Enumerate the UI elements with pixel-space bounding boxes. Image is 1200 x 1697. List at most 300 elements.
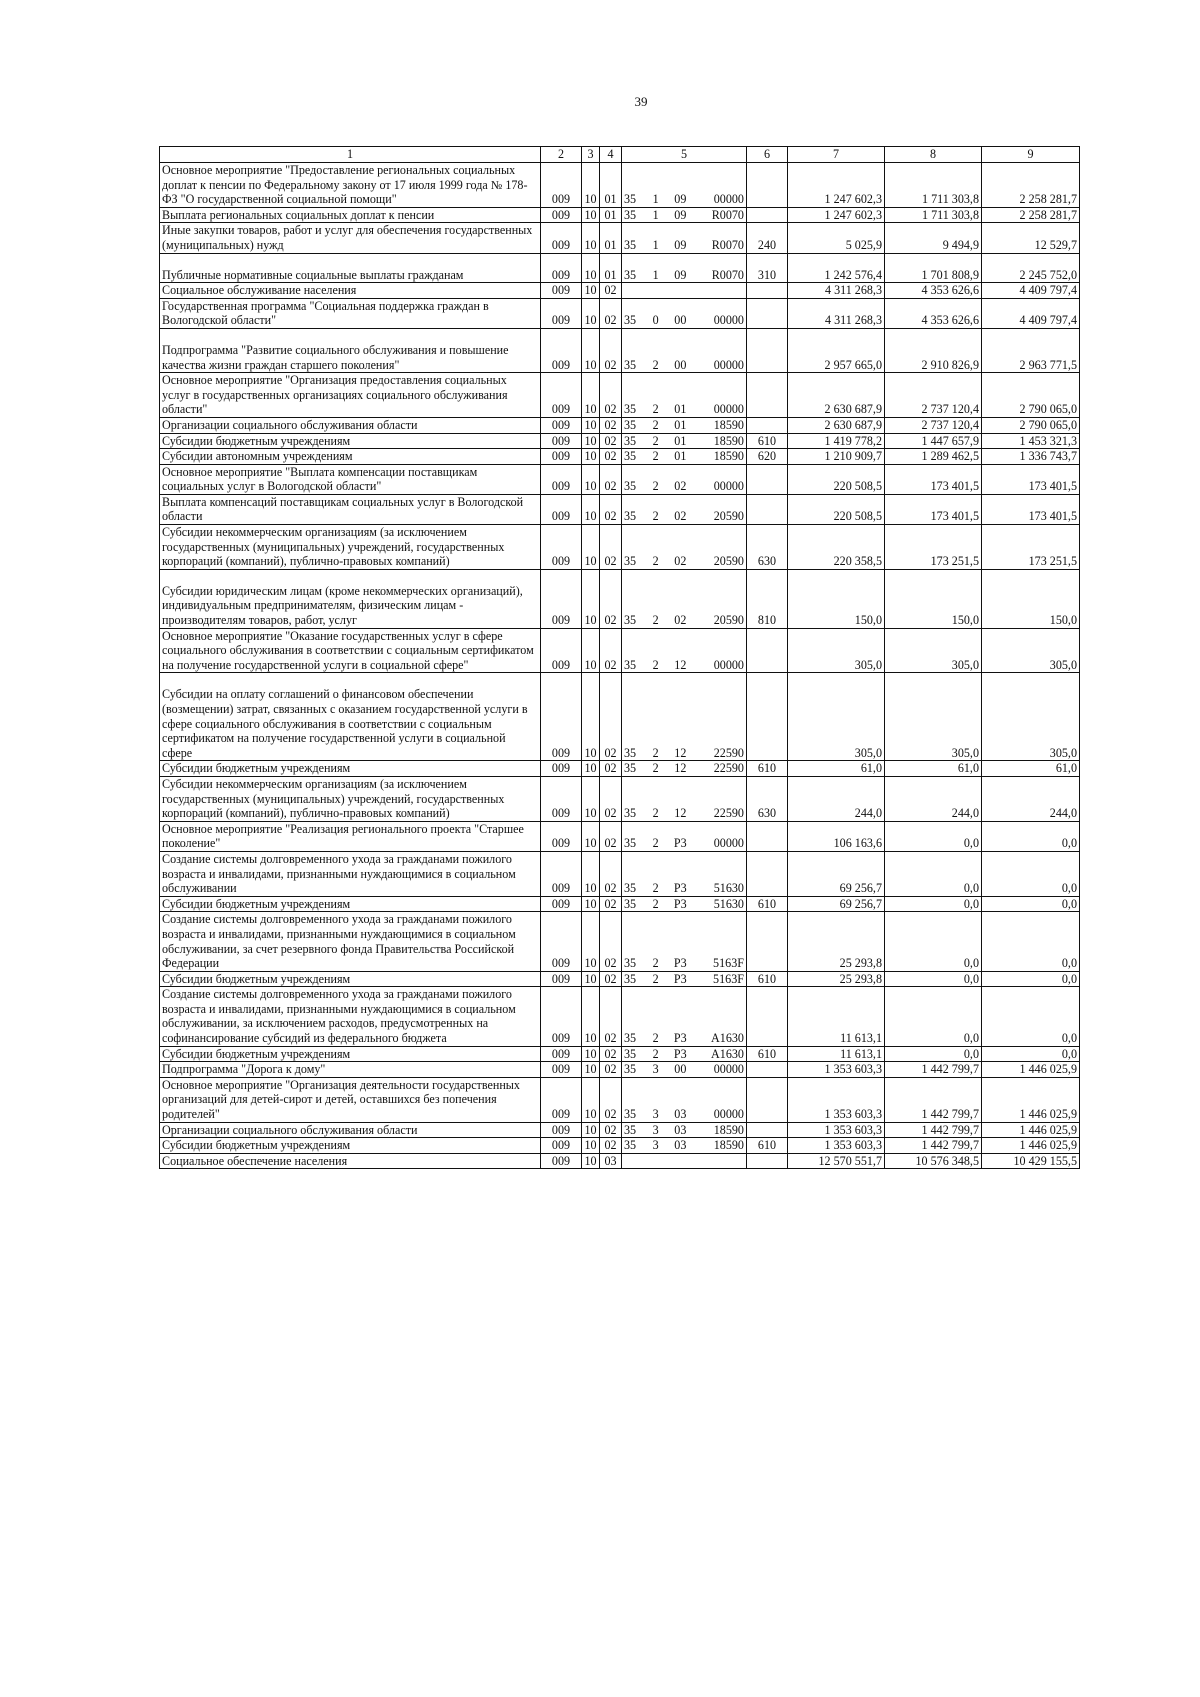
target-article-code <box>622 283 747 299</box>
target-article-parts <box>624 554 744 569</box>
target-article-k1: 35 <box>624 207 637 222</box>
target-article-k1: 35 <box>624 479 637 494</box>
target-article-k1: 35 <box>624 1046 637 1061</box>
subsection-code: 02 <box>600 417 622 433</box>
target-article-parts <box>624 268 744 283</box>
amount-col-7: 1 353 603,3 <box>788 1062 885 1078</box>
amount-col-8: 1 289 462,5 <box>885 449 982 465</box>
target-article-parts <box>624 358 744 373</box>
target-article-code <box>622 417 747 433</box>
subsection-code: 02 <box>600 987 622 1046</box>
subsection-code: 01 <box>600 253 622 283</box>
subsection-code: 02 <box>600 494 622 524</box>
header-cell-3: 3 <box>582 147 600 163</box>
target-article-k3: 09 <box>674 192 687 207</box>
expense-type-code: 630 <box>747 525 788 570</box>
expense-type-code: 610 <box>747 1046 788 1062</box>
amount-col-7: 11 613,1 <box>788 987 885 1046</box>
target-article-k4: 5163F <box>713 971 744 986</box>
section-code: 10 <box>582 163 600 208</box>
target-article-k4: 5163F <box>713 956 744 971</box>
subsection-code: 02 <box>600 298 622 328</box>
target-article-k1: 35 <box>624 761 637 776</box>
amount-col-9: 61,0 <box>982 761 1080 777</box>
section-code: 10 <box>582 207 600 223</box>
row-name: Субсидии бюджетным учреждениям <box>160 896 541 912</box>
ministry-code: 009 <box>541 987 582 1046</box>
target-article-k4: 18590 <box>713 1138 744 1153</box>
row-name: Иные закупки товаров, работ и услуг для обеспечения государственных (муниципальных) нужд <box>160 223 541 253</box>
amount-col-8: 1 442 799,7 <box>885 1138 982 1154</box>
section-code: 10 <box>582 628 600 673</box>
subsection-code: 02 <box>600 673 622 761</box>
ministry-code: 009 <box>541 912 582 971</box>
table-row <box>160 628 1080 673</box>
expense-type-code <box>747 373 788 418</box>
subsection-code: 02 <box>600 433 622 449</box>
target-article-k2: 2 <box>652 1046 659 1061</box>
amount-col-9: 305,0 <box>982 628 1080 673</box>
table-row <box>160 163 1080 208</box>
amount-col-7: 2 957 665,0 <box>788 328 885 372</box>
target-article-k4: 00000 <box>713 479 744 494</box>
ministry-code: 009 <box>541 223 582 253</box>
table-row <box>160 912 1080 971</box>
row-name: Основное мероприятие "Оказание государственных услуг в сфере социального обслуживания в соответствии с социальным сертификатом на получение государственной услуги в социальной сфере" <box>160 628 541 673</box>
target-article-code <box>622 912 747 971</box>
amount-col-7: 61,0 <box>788 761 885 777</box>
expense-type-code <box>747 1062 788 1078</box>
amount-col-8: 244,0 <box>885 776 982 821</box>
target-article-parts <box>624 761 744 776</box>
target-article-k3: 12 <box>674 806 687 821</box>
target-article-code <box>622 433 747 449</box>
target-article-parts <box>624 1123 744 1138</box>
target-article-parts <box>624 1107 744 1122</box>
header-row <box>160 147 1080 163</box>
section-code: 10 <box>582 283 600 299</box>
amount-col-9: 0,0 <box>982 851 1080 896</box>
ministry-code: 009 <box>541 896 582 912</box>
section-code: 10 <box>582 449 600 465</box>
target-article-k4: 18590 <box>713 1122 744 1137</box>
target-article-parts <box>624 402 744 417</box>
target-article-k1: 35 <box>624 657 637 672</box>
expense-type-code: 630 <box>747 776 788 821</box>
target-article-code <box>622 1046 747 1062</box>
target-article-k3: P3 <box>673 956 687 971</box>
target-article-k1: 35 <box>624 449 637 464</box>
target-article-k3: P3 <box>673 896 687 911</box>
target-article-k2: 2 <box>652 433 659 448</box>
row-name: Субсидии некоммерческим организациям (за исключением государственных (муниципальных) учреждений, государственных корпораций (компаний), публично-правовых компаний) <box>160 776 541 821</box>
target-article-k3: 02 <box>674 554 687 569</box>
amount-col-8: 173 251,5 <box>885 525 982 570</box>
target-article-code <box>622 851 747 896</box>
amount-col-7: 106 163,6 <box>788 821 885 851</box>
table-row <box>160 1138 1080 1154</box>
section-code: 10 <box>582 298 600 328</box>
target-article-parts <box>624 313 744 328</box>
target-article-k2: 1 <box>652 267 659 282</box>
subsection-code: 02 <box>600 912 622 971</box>
amount-col-8: 0,0 <box>885 1046 982 1062</box>
section-code: 10 <box>582 223 600 253</box>
subsection-code: 02 <box>600 1046 622 1062</box>
target-article-code <box>622 223 747 253</box>
target-article-k4: R0070 <box>711 207 744 222</box>
table-row <box>160 283 1080 299</box>
section-code: 10 <box>582 673 600 761</box>
ministry-code: 009 <box>541 821 582 851</box>
amount-col-8: 173 401,5 <box>885 464 982 494</box>
target-article-k2: 2 <box>652 896 659 911</box>
amount-col-9: 1 446 025,9 <box>982 1122 1080 1138</box>
section-code: 10 <box>582 912 600 971</box>
row-name: Подпрограмма "Дорога к дому" <box>160 1062 541 1078</box>
target-article-code <box>622 1122 747 1138</box>
target-article-k1: 35 <box>624 836 637 851</box>
amount-col-9: 0,0 <box>982 1046 1080 1062</box>
target-article-parts <box>624 1047 744 1062</box>
amount-col-9: 173 401,5 <box>982 494 1080 524</box>
target-article-parts <box>624 972 744 987</box>
target-article-k3: 09 <box>674 207 687 222</box>
target-article-k3: 01 <box>674 433 687 448</box>
row-name: Организации социального обслуживания области <box>160 1122 541 1138</box>
row-name: Основное мероприятие "Выплата компенсации поставщикам социальных услуг в Вологодской области" <box>160 464 541 494</box>
target-article-k3: 01 <box>674 417 687 432</box>
amount-col-9: 0,0 <box>982 896 1080 912</box>
row-name: Субсидии бюджетным учреждениям <box>160 761 541 777</box>
amount-col-8: 0,0 <box>885 851 982 896</box>
section-code: 10 <box>582 1153 600 1169</box>
table-row <box>160 1122 1080 1138</box>
target-article-k4: 22590 <box>713 745 744 760</box>
target-article-k1: 35 <box>624 1062 637 1077</box>
header-cell-9: 9 <box>982 147 1080 163</box>
table-row <box>160 253 1080 283</box>
target-article-k1: 35 <box>624 745 637 760</box>
subsection-code: 01 <box>600 207 622 223</box>
subsection-code: 02 <box>600 1138 622 1154</box>
target-article-k4: R0070 <box>711 267 744 282</box>
target-article-k3: 03 <box>674 1122 687 1137</box>
target-article-k4: 18590 <box>713 433 744 448</box>
expense-type-code <box>747 1077 788 1122</box>
table-row <box>160 776 1080 821</box>
subsection-code: 01 <box>600 223 622 253</box>
target-article-k4: 00000 <box>713 402 744 417</box>
amount-col-9: 2 245 752,0 <box>982 253 1080 283</box>
table-row <box>160 1062 1080 1078</box>
expense-type-code <box>747 987 788 1046</box>
target-article-k4: 00000 <box>713 313 744 328</box>
amount-col-7: 69 256,7 <box>788 896 885 912</box>
target-article-k4: A1630 <box>711 1046 744 1061</box>
target-article-k4: 20590 <box>713 613 744 628</box>
target-article-k4: 20590 <box>713 554 744 569</box>
ministry-code: 009 <box>541 1138 582 1154</box>
table-row <box>160 373 1080 418</box>
amount-col-8: 10 576 348,5 <box>885 1153 982 1169</box>
target-article-code <box>622 253 747 283</box>
expense-type-code: 610 <box>747 761 788 777</box>
target-article-k1: 35 <box>624 267 637 282</box>
target-article-k1: 35 <box>624 613 637 628</box>
target-article-k3: 12 <box>674 745 687 760</box>
table-row <box>160 298 1080 328</box>
amount-col-9: 0,0 <box>982 821 1080 851</box>
table-row <box>160 525 1080 570</box>
row-name: Основное мероприятие "Предоставление региональных социальных доплат к пенсии по Федеральному закону от 17 июля 1999 года № 178-ФЗ "О государственной социальной помощи" <box>160 163 541 208</box>
amount-col-9: 4 409 797,4 <box>982 283 1080 299</box>
target-article-code <box>622 1138 747 1154</box>
expense-type-code <box>747 328 788 372</box>
header-cell-6: 6 <box>747 147 788 163</box>
target-article-code <box>622 525 747 570</box>
ministry-code: 009 <box>541 851 582 896</box>
expense-type-code: 610 <box>747 971 788 987</box>
target-article-k1: 35 <box>624 313 637 328</box>
amount-col-7: 1 353 603,3 <box>788 1122 885 1138</box>
table-row <box>160 1077 1080 1122</box>
row-name: Создание системы долговременного ухода за гражданами пожилого возраста и инвалидами, признанными нуждающимися в социальном обслуживании, за счет резервного фонда Правительства Российской Федерации <box>160 912 541 971</box>
target-article-k2: 1 <box>652 237 659 252</box>
amount-col-9: 0,0 <box>982 971 1080 987</box>
amount-col-9: 10 429 155,5 <box>982 1153 1080 1169</box>
target-article-code <box>622 821 747 851</box>
section-code: 10 <box>582 971 600 987</box>
row-name: Подпрограмма "Развитие социального обслуживания и повышение качества жизни граждан старшего поколения" <box>160 328 541 372</box>
target-article-k1: 35 <box>624 554 637 569</box>
ministry-code: 009 <box>541 253 582 283</box>
section-code: 10 <box>582 569 600 628</box>
amount-col-9: 305,0 <box>982 673 1080 761</box>
section-code: 10 <box>582 328 600 372</box>
subsection-code: 02 <box>600 776 622 821</box>
ministry-code: 009 <box>541 673 582 761</box>
target-article-k1: 35 <box>624 1031 637 1046</box>
target-article-parts <box>624 509 744 524</box>
target-article-parts <box>624 1031 744 1046</box>
target-article-code <box>622 464 747 494</box>
target-article-k3: P3 <box>673 1031 687 1046</box>
header-cell-5: 5 <box>622 147 747 163</box>
target-article-k3: P3 <box>673 836 687 851</box>
ministry-code: 009 <box>541 494 582 524</box>
target-article-k1: 35 <box>624 433 637 448</box>
expense-type-code <box>747 298 788 328</box>
target-article-parts <box>624 192 744 207</box>
row-name: Создание системы долговременного ухода за гражданами пожилого возраста и инвалидами, признанными нуждающимися в социальном обслуживании <box>160 851 541 896</box>
target-article-code <box>622 987 747 1046</box>
amount-col-7: 305,0 <box>788 628 885 673</box>
ministry-code: 009 <box>541 971 582 987</box>
target-article-code <box>622 628 747 673</box>
row-name: Субсидии некоммерческим организациям (за исключением государственных (муниципальных) учреждений, государственных корпораций (компаний), публично-правовых компаний) <box>160 525 541 570</box>
section-code: 10 <box>582 464 600 494</box>
target-article-parts <box>624 449 744 464</box>
section-code: 10 <box>582 1122 600 1138</box>
target-article-k2: 2 <box>652 971 659 986</box>
target-article-parts <box>624 881 744 896</box>
ministry-code: 009 <box>541 373 582 418</box>
row-name: Субсидии юридическим лицам (кроме некоммерческих организаций), индивидуальным предпринимателям, физическим лицам - производителям товаров, работ, услуг <box>160 569 541 628</box>
target-article-k1: 35 <box>624 1107 637 1122</box>
target-article-k2: 1 <box>652 207 659 222</box>
target-article-k2: 0 <box>652 313 659 328</box>
amount-col-7: 1 247 602,3 <box>788 207 885 223</box>
ministry-code: 009 <box>541 1122 582 1138</box>
row-name: Выплата региональных социальных доплат к пенсии <box>160 207 541 223</box>
target-article-k1: 35 <box>624 509 637 524</box>
target-article-code <box>622 328 747 372</box>
amount-col-9: 2 963 771,5 <box>982 328 1080 372</box>
subsection-code: 02 <box>600 525 622 570</box>
subsection-code: 02 <box>600 821 622 851</box>
table-row <box>160 494 1080 524</box>
amount-col-7: 25 293,8 <box>788 971 885 987</box>
target-article-code <box>622 449 747 465</box>
table-row <box>160 433 1080 449</box>
target-article-k4: 00000 <box>713 1107 744 1122</box>
header-cell-8: 8 <box>885 147 982 163</box>
section-code: 10 <box>582 494 600 524</box>
table-row <box>160 449 1080 465</box>
amount-col-7: 220 508,5 <box>788 494 885 524</box>
section-code: 10 <box>582 987 600 1046</box>
row-name: Основное мероприятие "Организация предоставления социальных услуг в государственных организациях социального обслуживания области" <box>160 373 541 418</box>
target-article-k2: 2 <box>652 745 659 760</box>
amount-col-9: 1 446 025,9 <box>982 1062 1080 1078</box>
expense-type-code: 610 <box>747 896 788 912</box>
target-article-k1: 35 <box>624 1138 637 1153</box>
row-name: Субсидии автономным учреждениям <box>160 449 541 465</box>
target-article-k3: 00 <box>674 313 687 328</box>
amount-col-9: 1 446 025,9 <box>982 1138 1080 1154</box>
amount-col-7: 1 247 602,3 <box>788 163 885 208</box>
amount-col-9: 0,0 <box>982 987 1080 1046</box>
target-article-k2: 3 <box>652 1138 659 1153</box>
target-article-code <box>622 163 747 208</box>
row-name: Государственная программа "Социальная поддержка граждан в Вологодской области" <box>160 298 541 328</box>
target-article-k3: 03 <box>674 1138 687 1153</box>
header-cell-7: 7 <box>788 147 885 163</box>
target-article-k2: 2 <box>652 836 659 851</box>
expense-type-code: 610 <box>747 433 788 449</box>
header-cell-1: 1 <box>160 147 541 163</box>
expense-type-code <box>747 912 788 971</box>
target-article-k1: 35 <box>624 237 637 252</box>
table-row <box>160 1046 1080 1062</box>
section-code: 10 <box>582 1062 600 1078</box>
amount-col-7: 4 311 268,3 <box>788 283 885 299</box>
table-row <box>160 328 1080 372</box>
amount-col-7: 1 353 603,3 <box>788 1077 885 1122</box>
target-article-code <box>622 207 747 223</box>
target-article-k4: A1630 <box>711 1031 744 1046</box>
ministry-code: 009 <box>541 417 582 433</box>
section-code: 10 <box>582 417 600 433</box>
amount-col-7: 220 508,5 <box>788 464 885 494</box>
target-article-code <box>622 1153 747 1169</box>
subsection-code: 02 <box>600 328 622 372</box>
row-name: Организации социального обслуживания области <box>160 417 541 433</box>
amount-col-7: 4 311 268,3 <box>788 298 885 328</box>
target-article-code <box>622 569 747 628</box>
target-article-k3: 02 <box>674 509 687 524</box>
target-article-parts <box>624 238 744 253</box>
section-code: 10 <box>582 896 600 912</box>
expense-type-code <box>747 1122 788 1138</box>
table-row <box>160 569 1080 628</box>
expense-type-code <box>747 821 788 851</box>
amount-col-9: 2 258 281,7 <box>982 163 1080 208</box>
target-article-code <box>622 776 747 821</box>
target-article-parts <box>624 479 744 494</box>
subsection-code: 02 <box>600 283 622 299</box>
target-article-k4: 00000 <box>713 657 744 672</box>
subsection-code: 02 <box>600 761 622 777</box>
target-article-k2: 2 <box>652 761 659 776</box>
ministry-code: 009 <box>541 433 582 449</box>
expense-type-code <box>747 207 788 223</box>
amount-col-8: 150,0 <box>885 569 982 628</box>
subsection-code: 02 <box>600 1077 622 1122</box>
amount-col-7: 2 630 687,9 <box>788 373 885 418</box>
target-article-k2: 2 <box>652 417 659 432</box>
amount-col-8: 0,0 <box>885 821 982 851</box>
subsection-code: 03 <box>600 1153 622 1169</box>
target-article-code <box>622 494 747 524</box>
target-article-k2: 2 <box>652 402 659 417</box>
target-article-k2: 3 <box>652 1062 659 1077</box>
expense-type-code <box>747 673 788 761</box>
table-row <box>160 851 1080 896</box>
target-article-code <box>622 673 747 761</box>
target-article-k4: 22590 <box>713 806 744 821</box>
target-article-k4: 00000 <box>713 1062 744 1077</box>
subsection-code: 02 <box>600 628 622 673</box>
target-article-code <box>622 1077 747 1122</box>
target-article-k3: 12 <box>674 657 687 672</box>
expense-type-code: 610 <box>747 1138 788 1154</box>
amount-col-7: 1 242 576,4 <box>788 253 885 283</box>
amount-col-7: 244,0 <box>788 776 885 821</box>
subsection-code: 02 <box>600 896 622 912</box>
expense-type-code <box>747 417 788 433</box>
ministry-code: 009 <box>541 1153 582 1169</box>
expense-type-code <box>747 628 788 673</box>
amount-col-8: 61,0 <box>885 761 982 777</box>
amount-col-9: 1 446 025,9 <box>982 1077 1080 1122</box>
table-row <box>160 417 1080 433</box>
row-name: Субсидии бюджетным учреждениям <box>160 1138 541 1154</box>
target-article-k2: 2 <box>652 479 659 494</box>
target-article-k4: R0070 <box>711 237 744 252</box>
target-article-parts <box>624 836 744 851</box>
table-row <box>160 896 1080 912</box>
target-article-k3: 03 <box>674 1107 687 1122</box>
section-code: 10 <box>582 851 600 896</box>
amount-col-9: 173 251,5 <box>982 525 1080 570</box>
target-article-k1: 35 <box>624 402 637 417</box>
target-article-k1: 35 <box>624 357 637 372</box>
expense-type-code <box>747 163 788 208</box>
target-article-k3: P3 <box>673 1046 687 1061</box>
amount-col-7: 1 353 603,3 <box>788 1138 885 1154</box>
